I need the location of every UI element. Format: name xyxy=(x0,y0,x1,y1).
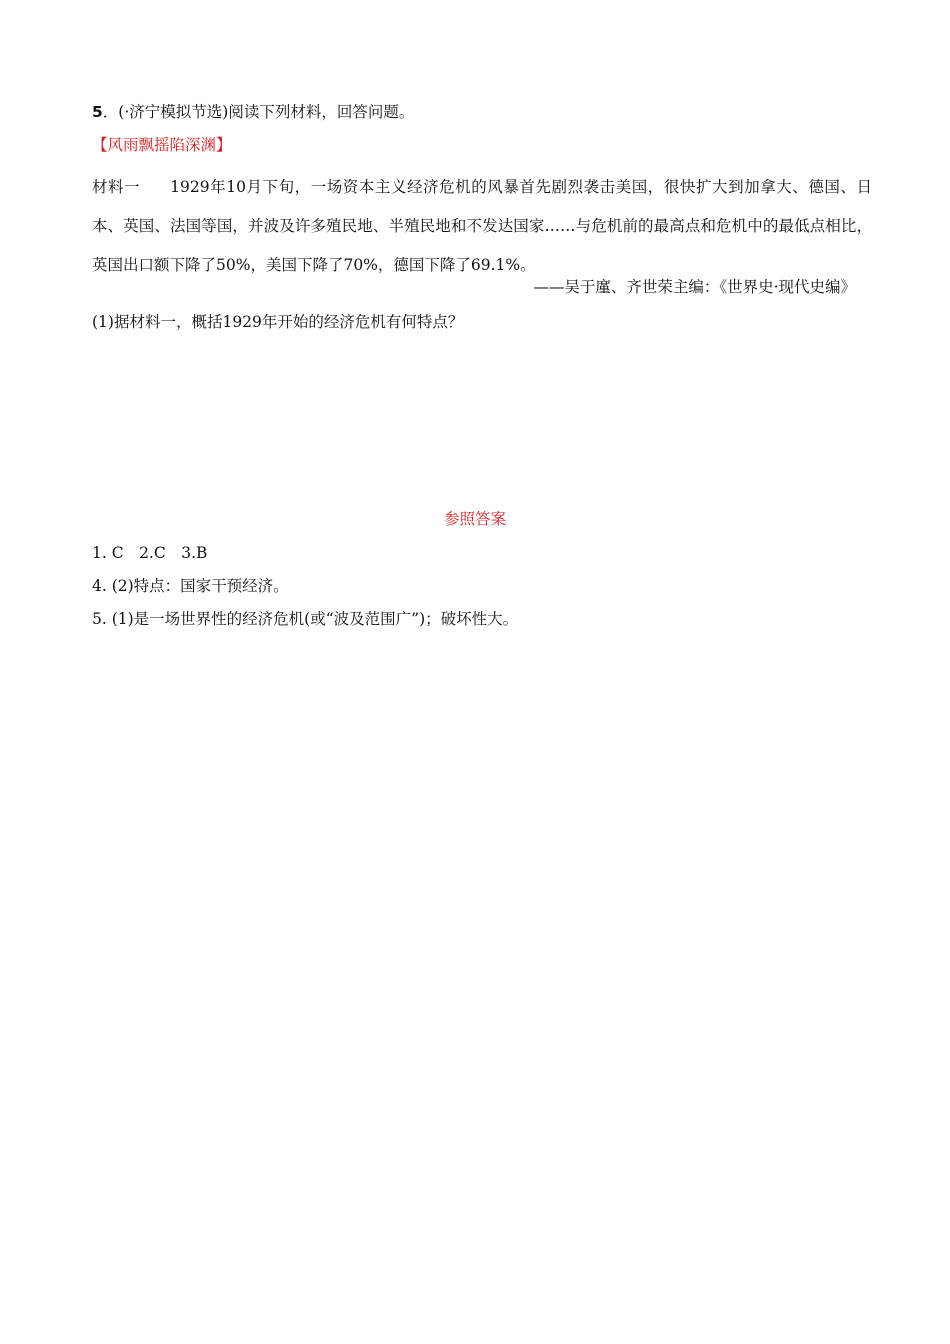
material-source: ——吴于廑、齐世荣主编：《世界史·现代史编》 xyxy=(533,278,856,296)
sub-question: (1)据材料一，概括1929年开始的经济危机有何特点？ xyxy=(92,313,464,331)
answer-line-3: 5. (1)是一场世界性的经济危机(或“波及范围广”)；破坏性大。 xyxy=(92,610,519,628)
question-header-text: ．(·济宁模拟节选)阅读下列材料，回答问题。 xyxy=(102,103,415,121)
question-number: 5 xyxy=(92,103,103,121)
material-label: 材料一 xyxy=(92,178,141,196)
material-text: 1929年10月下旬，一场资本主义经济危机的风暴首先剧烈袭击美国，很快扩大到加拿大、德国、日本、英国、法国等国，并波及许多殖民地、半殖民地和不发达国家……与危机前的最高点和危机中的最低点相比，英国出口额下降了50%，美国下降了70%，德国下降了69.1%。 xyxy=(92,178,872,274)
section-heading: 【风雨飘摇陷深渊】 xyxy=(92,136,232,154)
material-one-paragraph xyxy=(92,168,872,285)
answer-title: 参照答案 xyxy=(443,510,506,528)
answer-line-2: 4. (2)特点：国家干预经济。 xyxy=(92,577,289,595)
answer-line-1: 1. C 2.C 3.B xyxy=(92,544,208,562)
question-header xyxy=(92,102,414,122)
